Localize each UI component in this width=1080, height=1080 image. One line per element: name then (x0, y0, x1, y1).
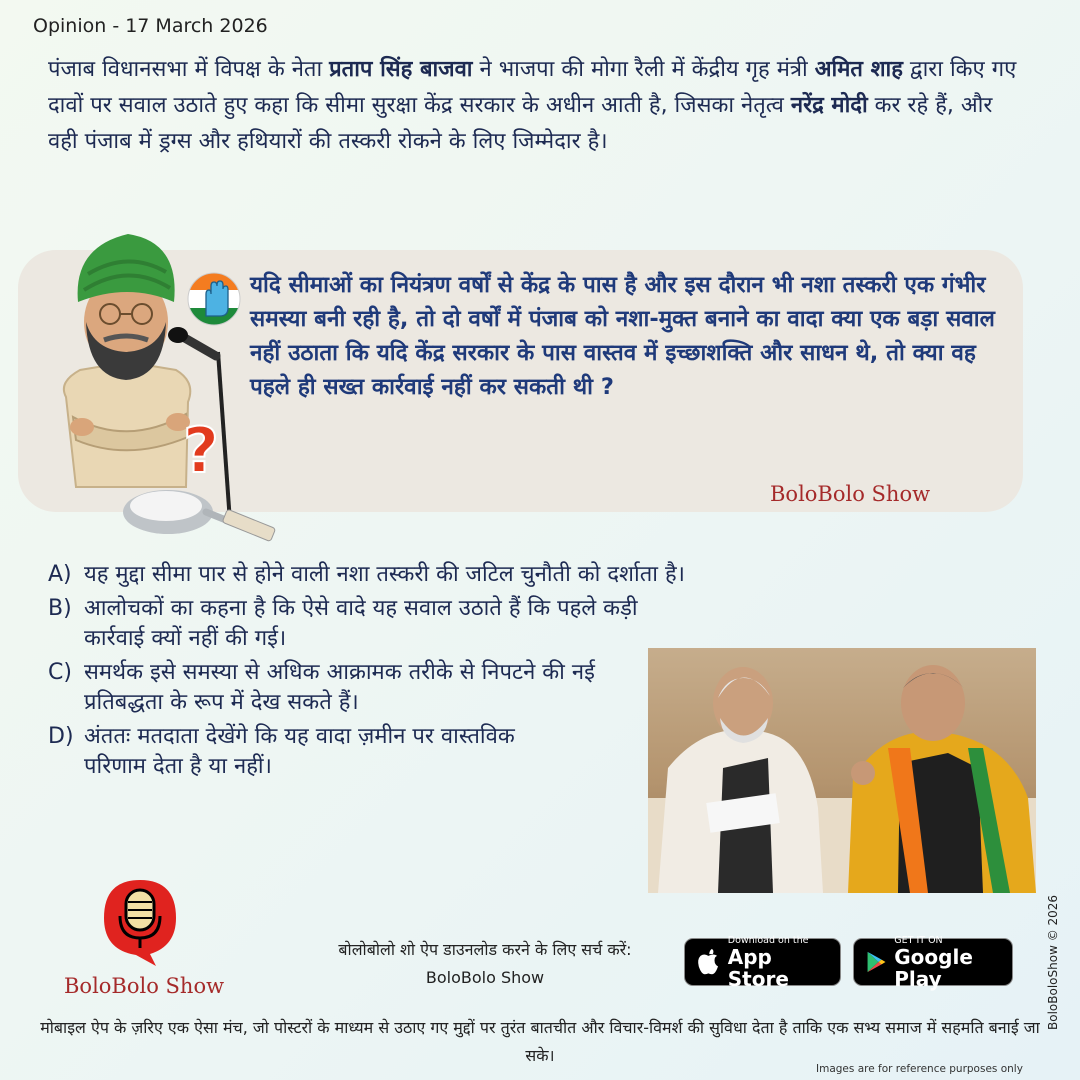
app-store-button[interactable] (684, 934, 841, 991)
download-cta-line1: बोलोबोलो शो ऐप डाउनलोड करने के लिए सर्च करें: (338, 940, 632, 959)
intro-paragraph (48, 52, 1023, 160)
google-play-button[interactable] (853, 934, 1013, 991)
intro-text-3: द्वारा किए गए दावों पर सवाल उठाते हुए कहा कि सीमा सुरक्षा केंद्र सरकार के अधीन आती है, जिसका नेतृत्व (48, 57, 1017, 118)
option-text: यह मुद्दा सीमा पार से होने वाली नशा तस्करी की जटिल चुनौती को दर्शाता है। (84, 562, 685, 587)
bolobolo-logo-text: BoloBolo Show (64, 974, 225, 998)
google-play-icon (866, 948, 886, 976)
intro-name-bajwa: प्रताप सिंह बाजवा (329, 57, 473, 82)
option-c (48, 658, 608, 718)
leaders-photo (648, 648, 1036, 893)
dateline: Opinion - 17 March 2026 (33, 15, 268, 37)
download-cta (300, 936, 670, 992)
svg-text:?: ? (183, 414, 219, 487)
footer-description: मोबाइल ऐप के ज़रिए एक ऐसा मंच, जो पोस्टरों के माध्यम से उठाए गए मुद्दों पर तुरंत बातचीत और विचार-विमर्श की सुविधा देता है ताकि एक सभ्य समाज में सहमति बनाई जा सके। (40, 1018, 1040, 1065)
intro-name-shah: अमित शाह (814, 57, 903, 82)
option-key: C) (48, 660, 72, 685)
intro-name-modi: नरेंद्र मोदी (790, 93, 868, 118)
copyright-notice: BoloBoloShow © 2026 (1046, 894, 1060, 1030)
option-text: समर्थक इसे समस्या से अधिक आक्रामक तरीके से निपटने की नई प्रतिबद्धता के रूप में देख सकते हैं। (84, 660, 595, 715)
option-d (48, 722, 548, 782)
option-text: आलोचकों का कहना है कि ऐसे वादे यह सवाल उठाते हैं कि पहले कड़ी कार्रवाई क्यों नहीं की गई। (84, 596, 638, 651)
image-disclaimer: Images are for reference purposes only (816, 1063, 1023, 1075)
option-key: D) (48, 724, 74, 749)
option-key: B) (48, 596, 72, 621)
intro-text-4: कर रहे हैं, और वही पंजाब में ड्रग्स और हथियारों की तस्करी रोकने के लिए जिम्मेदार है। (48, 93, 993, 154)
option-key: A) (48, 562, 72, 587)
option-text: अंततः मतदाता देखेंगे कि यह वादा ज़मीन पर वास्तविक परिणाम देता है या नहीं। (84, 724, 515, 779)
app-store-label: App Store (727, 944, 789, 991)
option-a (48, 560, 888, 590)
app-store-small-label: Download on the (727, 934, 809, 946)
download-cta-line2: BoloBolo Show (425, 968, 545, 987)
apple-icon (697, 947, 720, 977)
intro-text-2: ने भाजपा की मोगा रैली में केंद्रीय गृह मंत्री (472, 57, 815, 82)
intro-text-1: पंजाब विधानसभा में विपक्ष के नेता (48, 57, 330, 82)
option-b (48, 594, 678, 654)
congress-hand-icon (187, 272, 241, 326)
quote-brand-watermark: BoloBolo Show (770, 482, 931, 506)
google-play-label: Google Play (894, 944, 973, 991)
leaders-photo-illustration (648, 648, 1036, 893)
quote-text: यदि सीमाओं का नियंत्रण वर्षों से केंद्र के पास है और इस दौरान भी नशा तस्करी एक गंभीर समस्या बनी रही है, तो दो वर्षों में पंजाब को नशा-मुक्त बनाने का वादा क्या एक बड़ा सवाल नहीं उठाता कि यदि केंद्र सरकार के पास वास्तव में इच्छाशक्ति और साधन थे, तो क्या वह पहले ही सख्त कार्रवाई नहीं कर सकती थी ? (250, 272, 995, 400)
google-play-small-label: GET IT ON (894, 934, 943, 946)
bolobolo-microphone-logo-icon (98, 876, 182, 968)
